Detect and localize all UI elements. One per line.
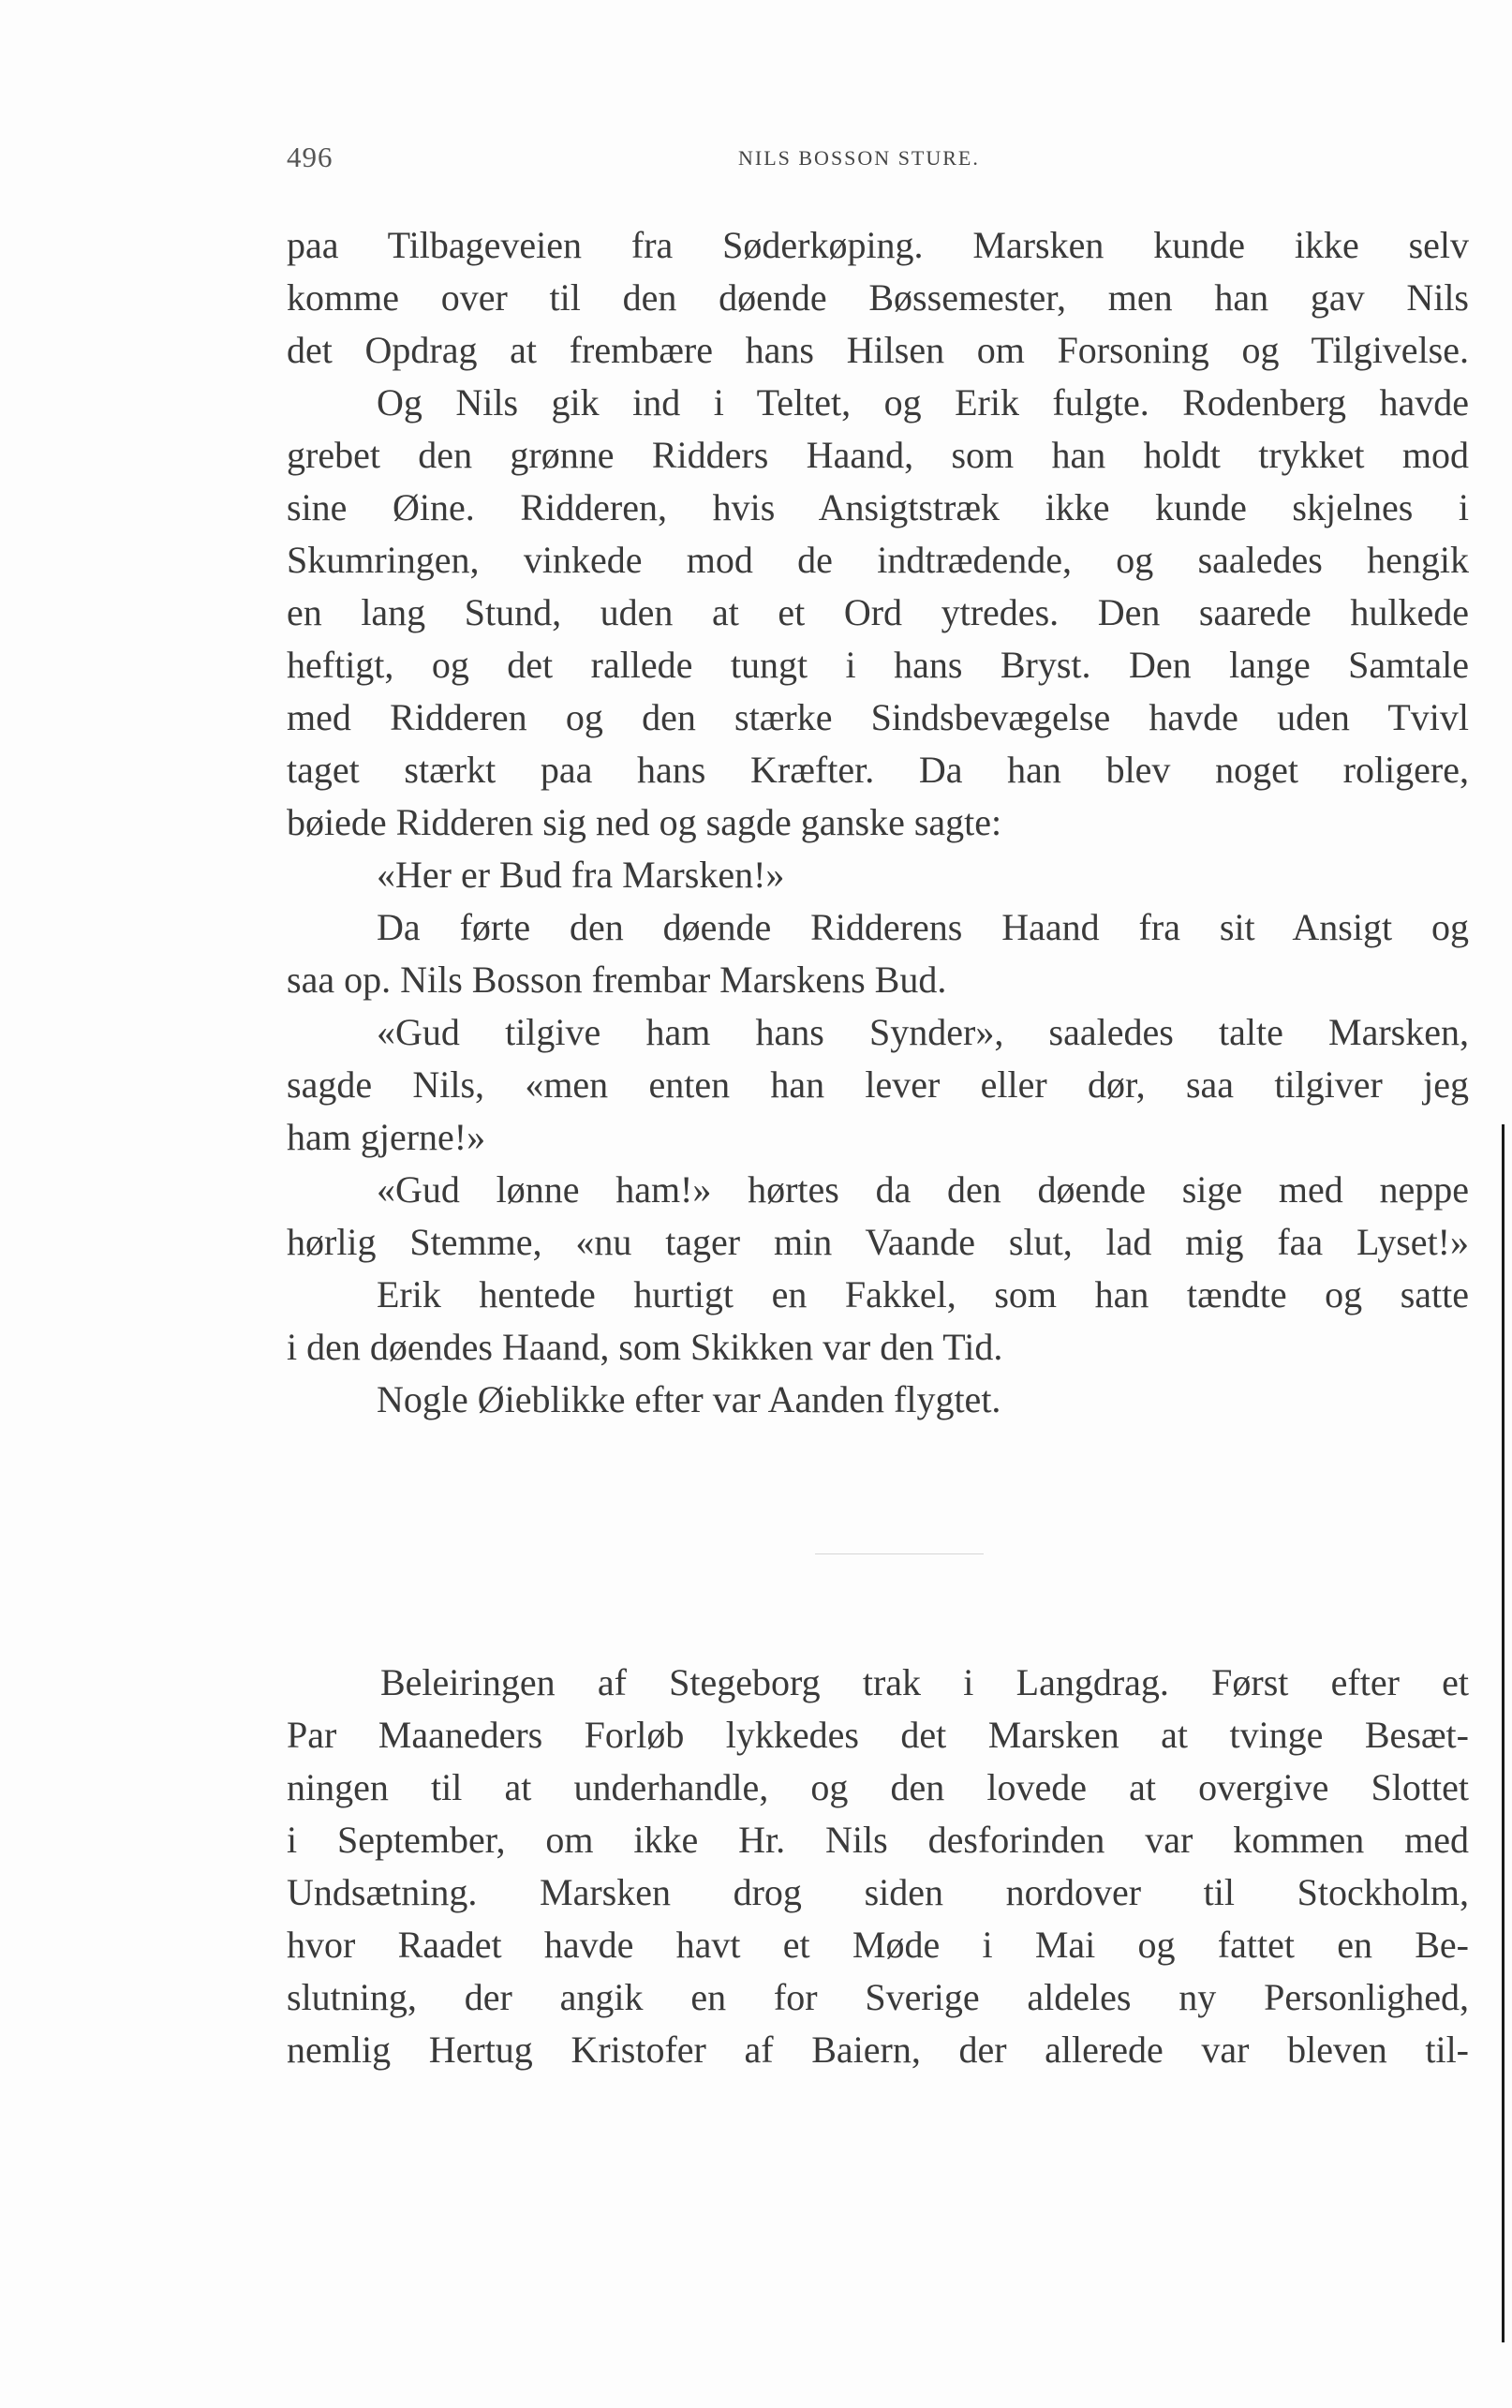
text-line: «Gud tilgive ham hans Synder», saaledes talte Marsken, — [377, 1011, 1469, 1053]
running-title: NILS BOSSON STURE. — [738, 146, 980, 170]
text-line: saa op. Nils Bosson frembar Marskens Bud. — [287, 959, 947, 1001]
text-line: «Her er Bud fra Marsken!» — [377, 854, 785, 896]
text-line: en lang Stund, uden at et Ord ytredes. Den saarede hulkede — [287, 591, 1469, 633]
page-header — [287, 141, 1467, 178]
text-line: grebet den grønne Ridders Haand, som han holdt trykket mod — [287, 434, 1469, 476]
text-line: Erik hentede hurtigt en Fakkel, som han tændte og satte — [377, 1273, 1469, 1315]
text-line: Beleiringen af Stegeborg trak i Langdrag. Først efter et — [380, 1661, 1469, 1703]
text-line: Nogle Øieblikke efter var Aanden flygtet. — [377, 1378, 1001, 1420]
text-line: i den døendes Haand, som Skikken var den Tid. — [287, 1326, 1003, 1368]
text-line: ham gjerne!» — [287, 1116, 486, 1158]
text-line: heftigt, og det rallede tungt i hans Bryst. Den lange Samtale — [287, 644, 1469, 686]
section-divider — [815, 1553, 984, 1554]
text-line: sine Øine. Ridderen, hvis Ansigtstræk ikke kunde skjelnes i — [287, 486, 1469, 528]
text-line: med Ridderen og den stærke Sindsbevægelse havde uden Tvivl — [287, 696, 1469, 738]
page-number: 496 — [287, 141, 334, 173]
text-line: taget stærkt paa hans Kræfter. Da han blev noget roligere, — [287, 749, 1469, 791]
paragraph-block-1 — [287, 219, 1469, 1426]
text-line: slutning, der angik en for Sverige aldeles ny Personlighed, — [287, 1976, 1469, 2018]
text-line: hvor Raadet havde havt et Møde i Mai og fattet en Be- — [287, 1924, 1469, 1966]
text-line: hørlig Stemme, «nu tager min Vaande slut, lad mig faa Lyset!» — [287, 1221, 1469, 1263]
page-edge-shadow — [1502, 1124, 1505, 2342]
text-line: Undsætning. Marsken drog siden nordover til Stockholm, — [287, 1871, 1469, 1913]
paragraph-block-2 — [287, 1657, 1469, 2076]
text-line: ningen til at underhandle, og den lovede at overgive Slottet — [287, 1766, 1469, 1808]
text-line: paa Tilbageveien fra Søderkøping. Marsken kunde ikke selv — [287, 224, 1469, 266]
text-line: komme over til den døende Bøssemester, men han gav Nils — [287, 276, 1469, 319]
text-line: i September, om ikke Hr. Nils desforinden var kommen med — [287, 1819, 1469, 1861]
text-line: Par Maaneders Forløb lykkedes det Marsken at tvinge Besæt- — [287, 1714, 1469, 1756]
text-line: det Opdrag at frembære hans Hilsen om Forsoning og Tilgivelse. — [287, 329, 1469, 371]
text-line: «Gud lønne ham!» hørtes da den døende sige med neppe — [377, 1168, 1469, 1211]
text-line: sagde Nils, «men enten han lever eller dør, saa tilgiver jeg — [287, 1063, 1469, 1106]
text-line: Da førte den døende Ridderens Haand fra sit Ansigt og — [377, 906, 1469, 948]
text-line: Og Nils gik ind i Teltet, og Erik fulgte. Rodenberg havde — [377, 381, 1469, 424]
text-line: bøiede Ridderen sig ned og sagde ganske sagte: — [287, 801, 1002, 843]
text-line: nemlig Hertug Kristofer af Baiern, der allerede var bleven til- — [287, 2029, 1469, 2071]
text-line: Skumringen, vinkede mod de indtrædende, og saaledes hengik — [287, 539, 1469, 581]
